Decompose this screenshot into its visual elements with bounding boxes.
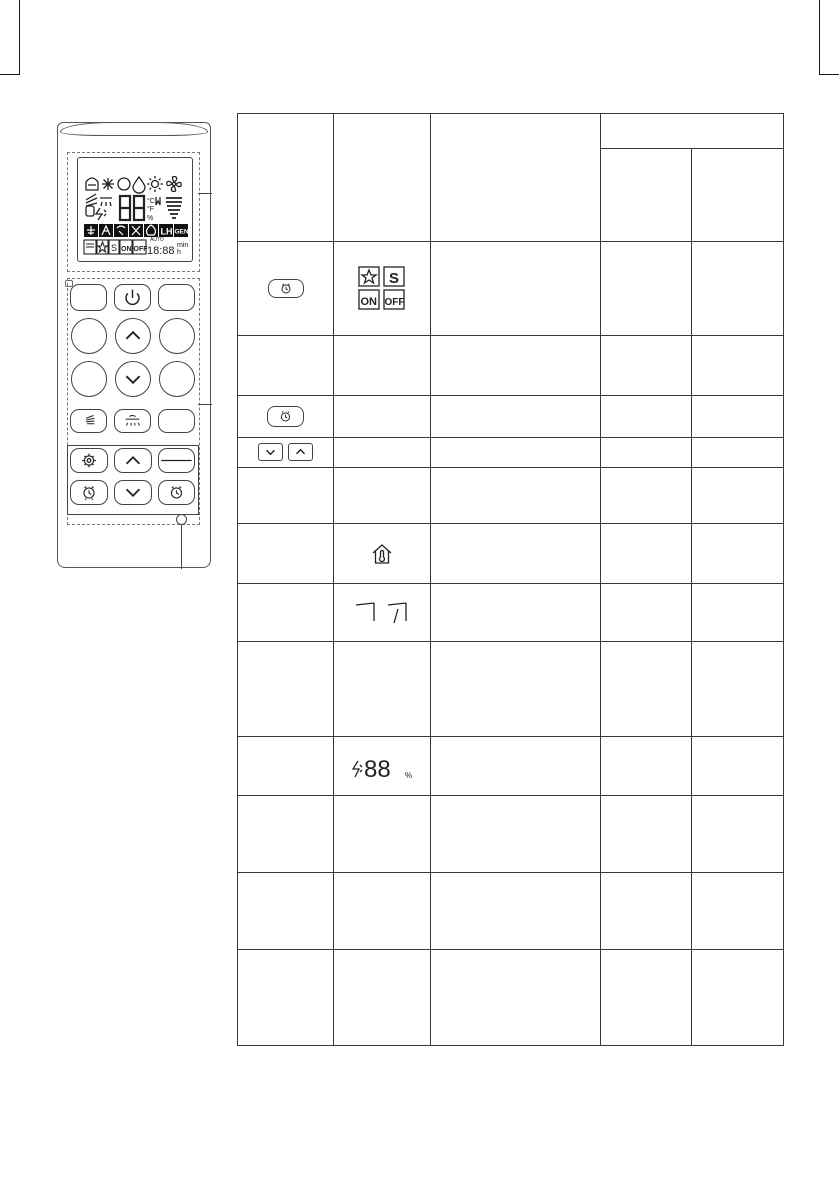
header-cell-group xyxy=(601,114,784,149)
up-arrow-button-icon xyxy=(288,443,313,461)
table-cell xyxy=(334,241,431,336)
table-cell xyxy=(431,437,601,467)
table-cell xyxy=(692,396,784,437)
callout-line-sensor xyxy=(181,523,182,569)
crop-mark-horizontal xyxy=(0,74,20,75)
table-cell xyxy=(334,396,431,437)
up-arrow-icon xyxy=(289,444,312,460)
indoor-temperature-icon xyxy=(371,543,393,565)
off-label: OFF xyxy=(384,297,405,309)
table-cell xyxy=(692,795,784,872)
signal-receiver-sensor xyxy=(176,514,187,525)
table-cell xyxy=(601,584,692,641)
down-arrow-icon xyxy=(116,362,150,396)
remote-round-button-left-1[interactable] xyxy=(71,318,107,354)
swing-indicator-icon xyxy=(86,194,97,206)
percent-label: % xyxy=(147,215,154,222)
header-cell-col4 xyxy=(601,149,692,241)
table-cell xyxy=(601,437,692,467)
alarm-button[interactable] xyxy=(158,480,195,505)
table-cell xyxy=(238,795,334,872)
auto-mode-icon xyxy=(118,178,130,190)
table-cell xyxy=(692,737,784,795)
remote-round-button-right-1[interactable] xyxy=(159,318,195,354)
table-cell xyxy=(431,872,601,949)
table-cell xyxy=(238,241,334,336)
gen-label: GEN xyxy=(174,228,189,236)
table-cell xyxy=(601,467,692,523)
dash-icon xyxy=(159,449,194,472)
settings-gear-icon xyxy=(71,449,107,472)
specification-table xyxy=(237,113,784,1046)
table-cell xyxy=(431,795,601,872)
up-arrow-icon xyxy=(115,449,151,472)
alarm-button-icon xyxy=(267,406,304,427)
lh-label: LH xyxy=(160,226,173,237)
remote-round-button-right-2[interactable] xyxy=(159,361,195,397)
table-cell xyxy=(431,584,601,641)
table-cell xyxy=(334,641,431,737)
table-cell xyxy=(238,641,334,737)
table-cell xyxy=(601,795,692,872)
sleep-s-label: S xyxy=(111,243,118,253)
min-label: min xyxy=(177,242,189,249)
table-row xyxy=(238,524,784,584)
table-cell xyxy=(431,241,601,336)
table-cell xyxy=(334,584,431,641)
table-header-row xyxy=(238,114,784,149)
table-row xyxy=(238,467,784,523)
energy-display-icon xyxy=(96,208,106,220)
table-cell xyxy=(692,241,784,336)
table-cell xyxy=(692,872,784,949)
table-cell xyxy=(601,737,692,795)
table-cell xyxy=(238,336,334,396)
table-cell xyxy=(601,641,692,737)
settings-button[interactable] xyxy=(70,448,108,473)
table-row xyxy=(238,336,784,396)
table-row xyxy=(238,950,784,1046)
table-cell xyxy=(238,524,334,584)
remote-round-button-left-2[interactable] xyxy=(71,361,107,397)
table-cell xyxy=(431,524,601,584)
temperature-down-button[interactable] xyxy=(115,361,151,397)
header-cell-col1 xyxy=(238,114,334,242)
down-arrow-icon xyxy=(259,444,282,460)
table-cell xyxy=(431,336,601,396)
snowflake-icon xyxy=(102,178,114,190)
up-arrow-icon xyxy=(116,319,150,353)
timer-display-symbols xyxy=(358,266,406,310)
table-cell xyxy=(692,437,784,467)
vane-position-icons xyxy=(354,601,410,625)
table-cell xyxy=(334,437,431,467)
vertical-swing-button[interactable] xyxy=(114,409,151,433)
alarm-clock-icon xyxy=(268,407,303,426)
table-cell xyxy=(601,872,692,949)
table-cell xyxy=(334,336,431,396)
table-cell xyxy=(334,872,431,949)
celsius-label: °C xyxy=(147,198,155,205)
crop-mark-vertical xyxy=(819,0,820,74)
table-row xyxy=(238,584,784,641)
table-cell xyxy=(601,336,692,396)
percent-unit: % xyxy=(405,770,413,780)
table-cell xyxy=(431,467,601,523)
timer-on-label: ON xyxy=(121,246,132,253)
dehumidify-icon xyxy=(133,177,145,193)
remote-button-top-left[interactable] xyxy=(70,284,107,311)
hour-label: h xyxy=(177,249,181,256)
table-cell xyxy=(238,950,334,1046)
clear-button[interactable] xyxy=(158,448,195,473)
table-cell xyxy=(238,396,334,437)
fan-icon xyxy=(167,177,181,192)
table-cell xyxy=(238,437,334,467)
callout-line-lcd xyxy=(198,193,212,194)
timer-off-label: OFF xyxy=(133,246,148,253)
table-cell xyxy=(601,950,692,1046)
table-row xyxy=(238,641,784,737)
temperature-up-button[interactable] xyxy=(115,318,151,354)
header-cell-col3 xyxy=(431,114,601,242)
table-row xyxy=(238,737,784,795)
temperature-segments xyxy=(120,196,144,220)
table-cell xyxy=(431,641,601,737)
table-row xyxy=(238,437,784,467)
table-row xyxy=(238,241,784,336)
table-cell xyxy=(692,467,784,523)
timer-clock-icon xyxy=(269,280,303,297)
fahrenheit-label: °F xyxy=(147,206,155,213)
remote-button-top-right[interactable] xyxy=(158,284,195,311)
remote-control-top-cap xyxy=(60,122,208,136)
horizontal-swing-button[interactable] xyxy=(70,409,107,433)
energy-icon xyxy=(353,761,362,777)
cooling-mode-icon xyxy=(86,178,98,190)
table-cell xyxy=(334,467,431,523)
table-cell xyxy=(692,641,784,737)
table-cell xyxy=(601,396,692,437)
table-row xyxy=(238,795,784,872)
table-cell xyxy=(334,795,431,872)
crop-mark-horizontal xyxy=(819,74,839,75)
sun-icon xyxy=(147,176,163,192)
down-button[interactable] xyxy=(114,480,152,505)
table-cell xyxy=(238,584,334,641)
table-cell xyxy=(431,396,601,437)
table-cell xyxy=(334,737,431,795)
up-button[interactable] xyxy=(114,448,152,473)
table-cell xyxy=(601,524,692,584)
crop-mark-vertical xyxy=(19,0,20,74)
timer-button-icon xyxy=(268,279,304,298)
table-row xyxy=(238,396,784,437)
table-cell xyxy=(334,524,431,584)
table-cell xyxy=(692,584,784,641)
header-cell-col5 xyxy=(692,149,784,241)
remote-button-mid-right[interactable] xyxy=(158,409,195,433)
energy-digits: 88 xyxy=(364,755,391,781)
fan-speed-bars-icon xyxy=(166,198,182,218)
swing-icon xyxy=(71,410,106,432)
indicator-glyph xyxy=(156,197,160,205)
table-cell xyxy=(431,737,601,795)
lcd-display xyxy=(77,157,193,262)
table-cell xyxy=(334,950,431,1046)
timer-button[interactable] xyxy=(70,480,108,505)
table-cell xyxy=(238,872,334,949)
alarm-clock-icon xyxy=(159,481,194,504)
auto-label: AUTO xyxy=(150,237,164,243)
on-label: ON xyxy=(360,296,377,309)
clock-readout: 18:88 xyxy=(147,245,175,257)
table-row xyxy=(238,872,784,949)
table-cell xyxy=(238,467,334,523)
lcd-symbols xyxy=(78,158,192,261)
header-cell-col2 xyxy=(334,114,431,242)
vane-icon xyxy=(115,410,150,432)
lcd-mode-row xyxy=(84,224,189,237)
sleep-s-label: S xyxy=(389,270,400,288)
callout-line-buttons xyxy=(198,404,212,405)
table-cell xyxy=(238,737,334,795)
table-cell xyxy=(692,336,784,396)
down-arrow-icon xyxy=(115,481,151,504)
table-cell xyxy=(692,950,784,1046)
timer-clock-icon xyxy=(71,481,107,504)
table-cell xyxy=(431,950,601,1046)
energy-display-symbols xyxy=(350,751,414,781)
down-arrow-button-icon xyxy=(258,443,283,461)
table-cell xyxy=(692,524,784,584)
table-cell xyxy=(601,241,692,336)
vane-indicator-icon xyxy=(100,198,112,206)
plug-icon xyxy=(86,206,94,216)
power-icon xyxy=(115,285,150,310)
power-button[interactable] xyxy=(114,284,151,311)
